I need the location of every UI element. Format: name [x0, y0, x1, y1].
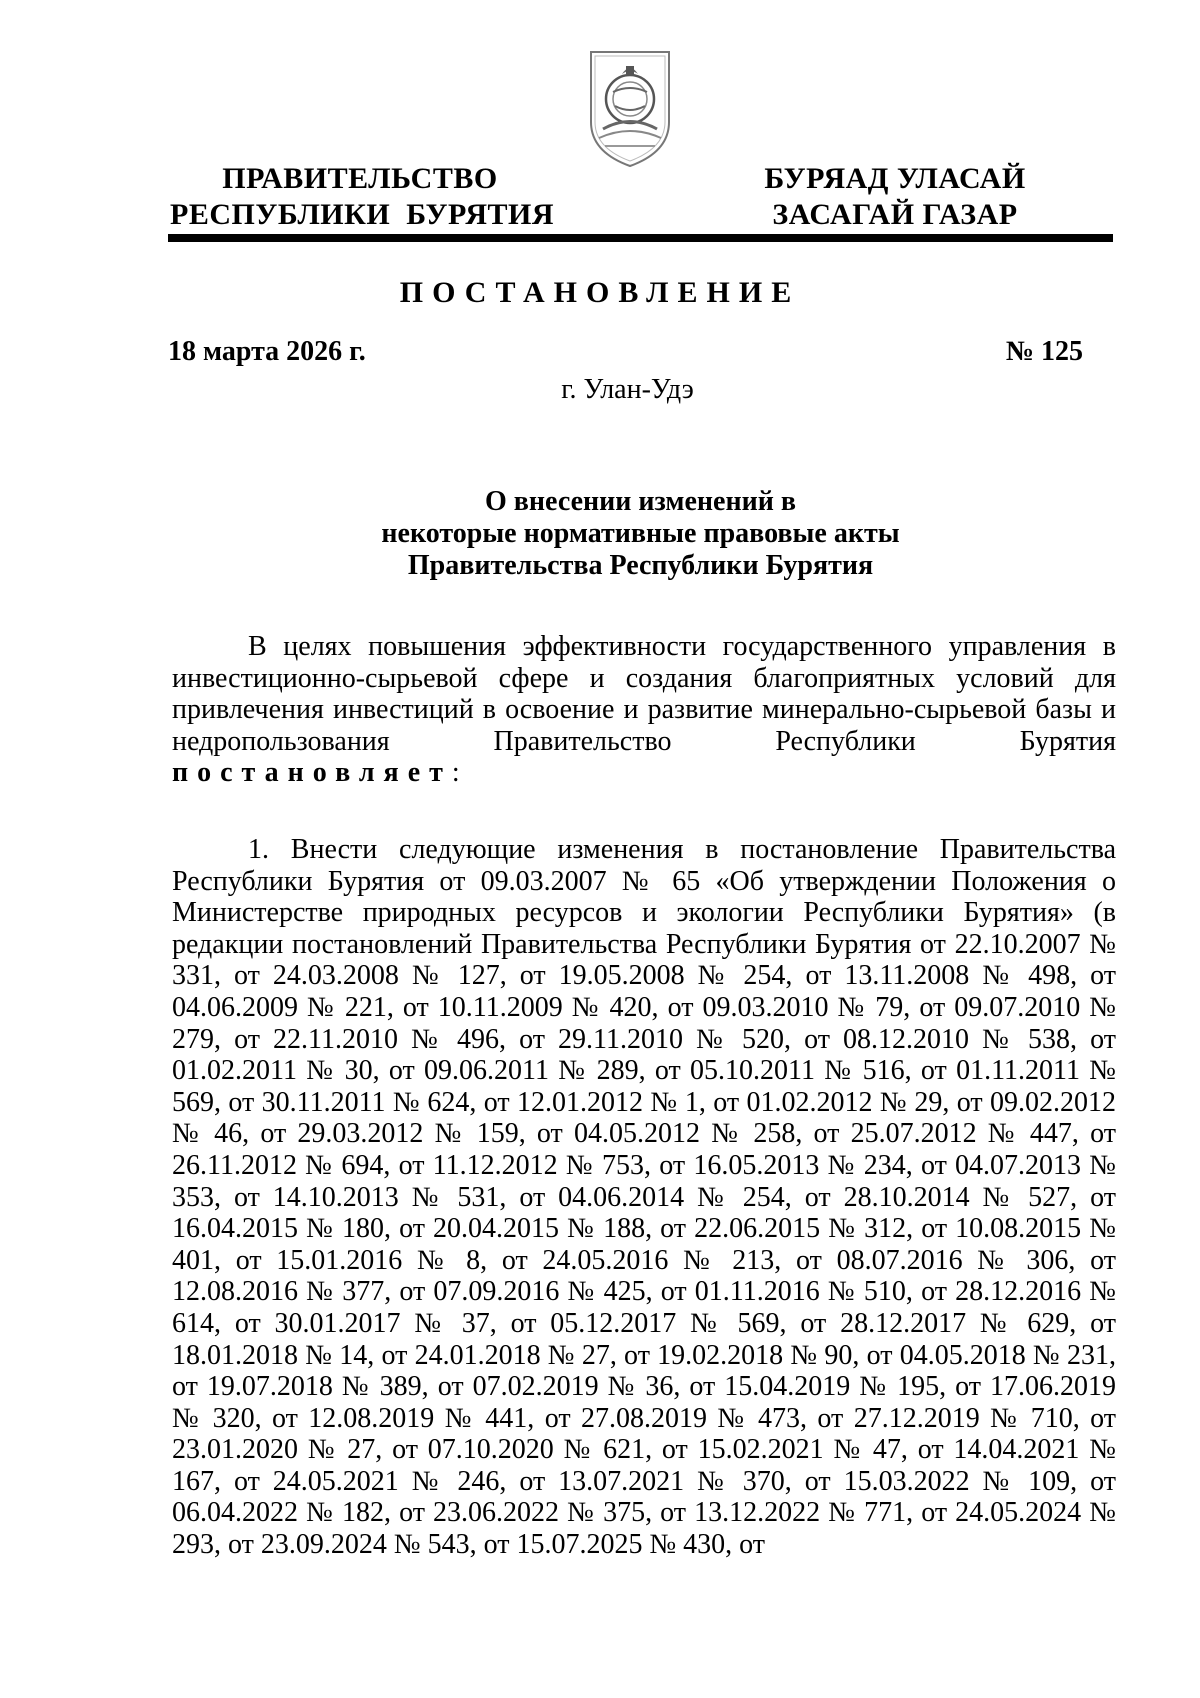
preamble-text: В целях повышения эффективности государственного управления в инвестиционно-сырьевой сфере и создания благоприятных условий для привлечения инвестиций в освоение и развитие минерально-сырьевой базы и недропользования Правительство Республики Бурятия: [172, 631, 1116, 757]
header-right-line1: БУРЯАД УЛАСАЙ: [764, 162, 1026, 195]
header-left-line2: РЕСПУБЛИКИ БУРЯТИЯ: [170, 198, 555, 231]
header-right-line2: ЗАСАГАЙ ГАЗАР: [772, 198, 1018, 231]
title-line1: О внесении изменений в: [485, 486, 796, 517]
document-date: 18 марта 2026 г.: [168, 336, 366, 367]
header-left-line1: ПРАВИТЕЛЬСТВО: [222, 162, 498, 195]
document-city: г. Улан-Удэ: [561, 374, 694, 405]
preamble-paragraph: [172, 631, 1116, 789]
document-type: ПОСТАНОВЛЕНИЕ: [399, 276, 801, 309]
clause-1-text: 1. Внести следующие изменения в постановление Правительства Республики Бурятия от 09.03.2007 № 65 «Об утверждении Положения о Министерстве природных ресурсов и экологии Республики Бурятия» (в редакции постановлений Правительства Республики Бурятия от 22.10.2007 № 331, от 24.03.2008 № 127, от 19.05.2008 № 254, от 13.11.2008 № 498, от 04.06.2009 № 221, от 10.11.2009 № 420, от 09.03.2010 № 79, от 09.07.2010 № 279, от 22.11.2010 № 496, от 29.11.2010 № 520, от 08.12.2010 № 538, от 01.02.2011 № 30, от 09.06.2011 № 289, от 05.10.2011 № 516, от 01.11.2011 № 569, от 30.11.2011 № 624, от 12.01.2012 № 1, от 01.02.2012 № 29, от 09.02.2012 № 46, от 29.03.2012 № 159, от 04.05.2012 № 258, от 25.07.2012 № 447, от 26.11.2012 № 694, от 11.12.2012 № 753, от 16.05.2013 № 234, от 04.07.2013 № 353, от 14.10.2013 № 531, от 04.06.2014 № 254, от 28.10.2014 № 527, от 16.04.2015 № 180, от 20.04.2015 № 188, от 22.06.2015 № 312, от 10.08.2015 № 401, от 15.01.2016 № 8, от 24.05.2016 № 213, от 08.07.2016 № 306, от 12.08.2016 № 377, от 07.09.2016 № 425, от 01.11.2016 № 510, от 28.12.2016 № 614, от 30.01.2017 № 37, от 05.12.2017 № 569, от 28.12.2017 № 629, от 18.01.2018 № 14, от 24.01.2018 № 27, от 19.02.2018 № 90, от 04.05.2018 № 231, от 19.07.2018 № 389, от 07.02.2019 № 36, от 15.04.2019 № 195, от 17.06.2019 № 320, от 12.08.2019 № 441, от 27.08.2019 № 473, от 27.12.2019 № 710, от 23.01.2020 № 27, от 07.10.2020 № 621, от 15.02.2021 № 47, от 14.04.2021 № 167, от 24.05.2021 № 246, от 13.07.2021 № 370, от 15.03.2022 № 109, от 06.04.2022 № 182, от 23.06.2022 № 375, от 13.12.2022 № 771, от 24.05.2024 № 293, от 23.09.2024 № 543, от 15.07.2025 № 430, от: [172, 834, 1116, 1561]
header-right-bur: [735, 161, 1055, 233]
document-number: № 125: [1005, 336, 1083, 367]
document-title: [168, 486, 1113, 582]
decree-word: постановляет: [172, 757, 452, 789]
coat-of-arms-icon: [585, 44, 675, 172]
title-line2: некоторые нормативные правовые акты: [381, 518, 900, 549]
title-line3: Правительства Республики Бурятия: [407, 550, 874, 581]
header-left-ru: [170, 161, 555, 233]
clause-1-paragraph: [172, 834, 1116, 1561]
header-divider: [168, 234, 1113, 242]
preamble-tail: :: [451, 757, 460, 789]
